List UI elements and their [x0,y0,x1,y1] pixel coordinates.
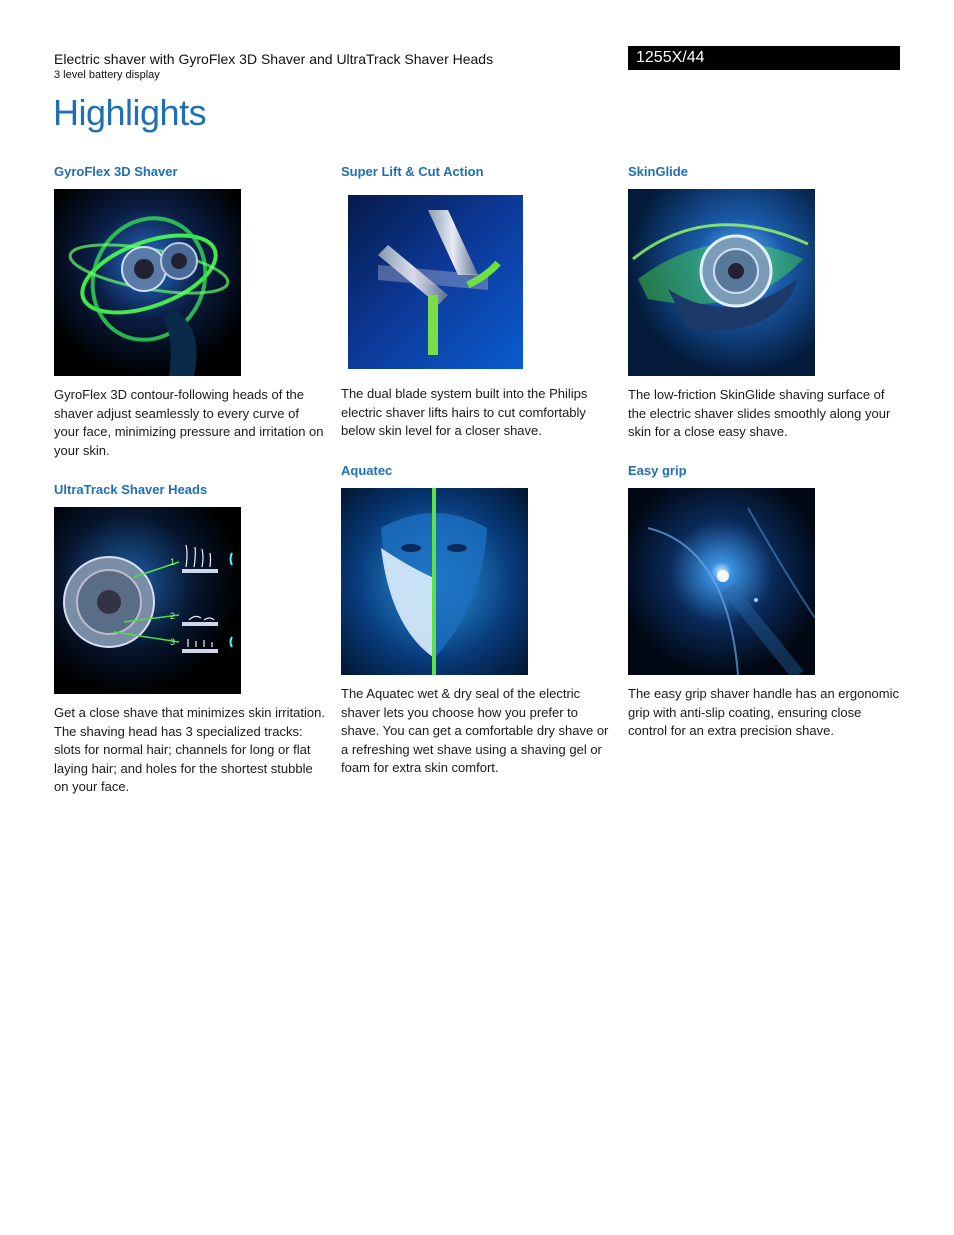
feature-superlift [341,164,613,441]
track-label-3: 3 [170,637,176,647]
header-title: Electric shaver with GyroFlex 3D Shaver and UltraTrack Shaver Heads [54,51,494,67]
feature-heading: Super Lift & Cut Action [341,164,484,179]
feature-heading: Easy grip [628,463,687,478]
track-label-1: 1 [170,557,176,567]
feature-heading: SkinGlide [628,164,688,179]
feature-easygrip [628,463,900,741]
track-label-2: 2 [170,611,176,621]
model-badge: 1255X/44 [628,46,900,70]
ultratrack-heads-image [54,507,241,694]
feature-aquatec [341,463,613,778]
feature-heading: GyroFlex 3D Shaver [54,164,178,179]
page-title: Highlights [53,92,207,133]
feature-text: The easy grip shaver handle has an ergonomic grip with anti-slip coating, ensuring close control for an extra precision shave. [628,686,899,739]
feature-text: Get a close shave that minimizes skin irritation. The shaving head has 3 specialized tracks: slots for normal hair; channels for long or flat laying hair; and holes for the shortest stubble on your face. [54,705,325,795]
feature-gyroflex [54,164,326,460]
feature-text: GyroFlex 3D contour-following heads of the shaver adjust seamlessly to every curve of your face, minimizing pressure and irritation on your skin. [54,387,324,458]
feature-text: The Aquatec wet & dry seal of the electric shaver lets you choose how you prefer to shave. You can get a comfortable dry shave or a refreshing wet shave using a shaving gel or foam for extra skin comfort. [341,686,609,776]
gyroflex-shaver-image [54,189,241,376]
skinglide-head-image [628,189,815,376]
aquatec-face-image [341,488,528,675]
feature-text: The low-friction SkinGlide shaving surface of the electric shaver slides smoothly along your skin for a close easy shave. [628,387,891,440]
header-subtitle: 3 level battery display [54,69,160,81]
feature-skinglide [628,164,900,442]
feature-heading: UltraTrack Shaver Heads [54,482,208,497]
feature-text: The dual blade system built into the Philips electric shaver lifts hairs to cut comfortably below skin level for a closer shave. [341,386,588,439]
feature-heading: Aquatec [341,463,393,478]
lift-cut-blade-image [348,195,523,369]
feature-ultratrack [54,482,326,797]
easy-grip-handle-image [628,488,815,675]
